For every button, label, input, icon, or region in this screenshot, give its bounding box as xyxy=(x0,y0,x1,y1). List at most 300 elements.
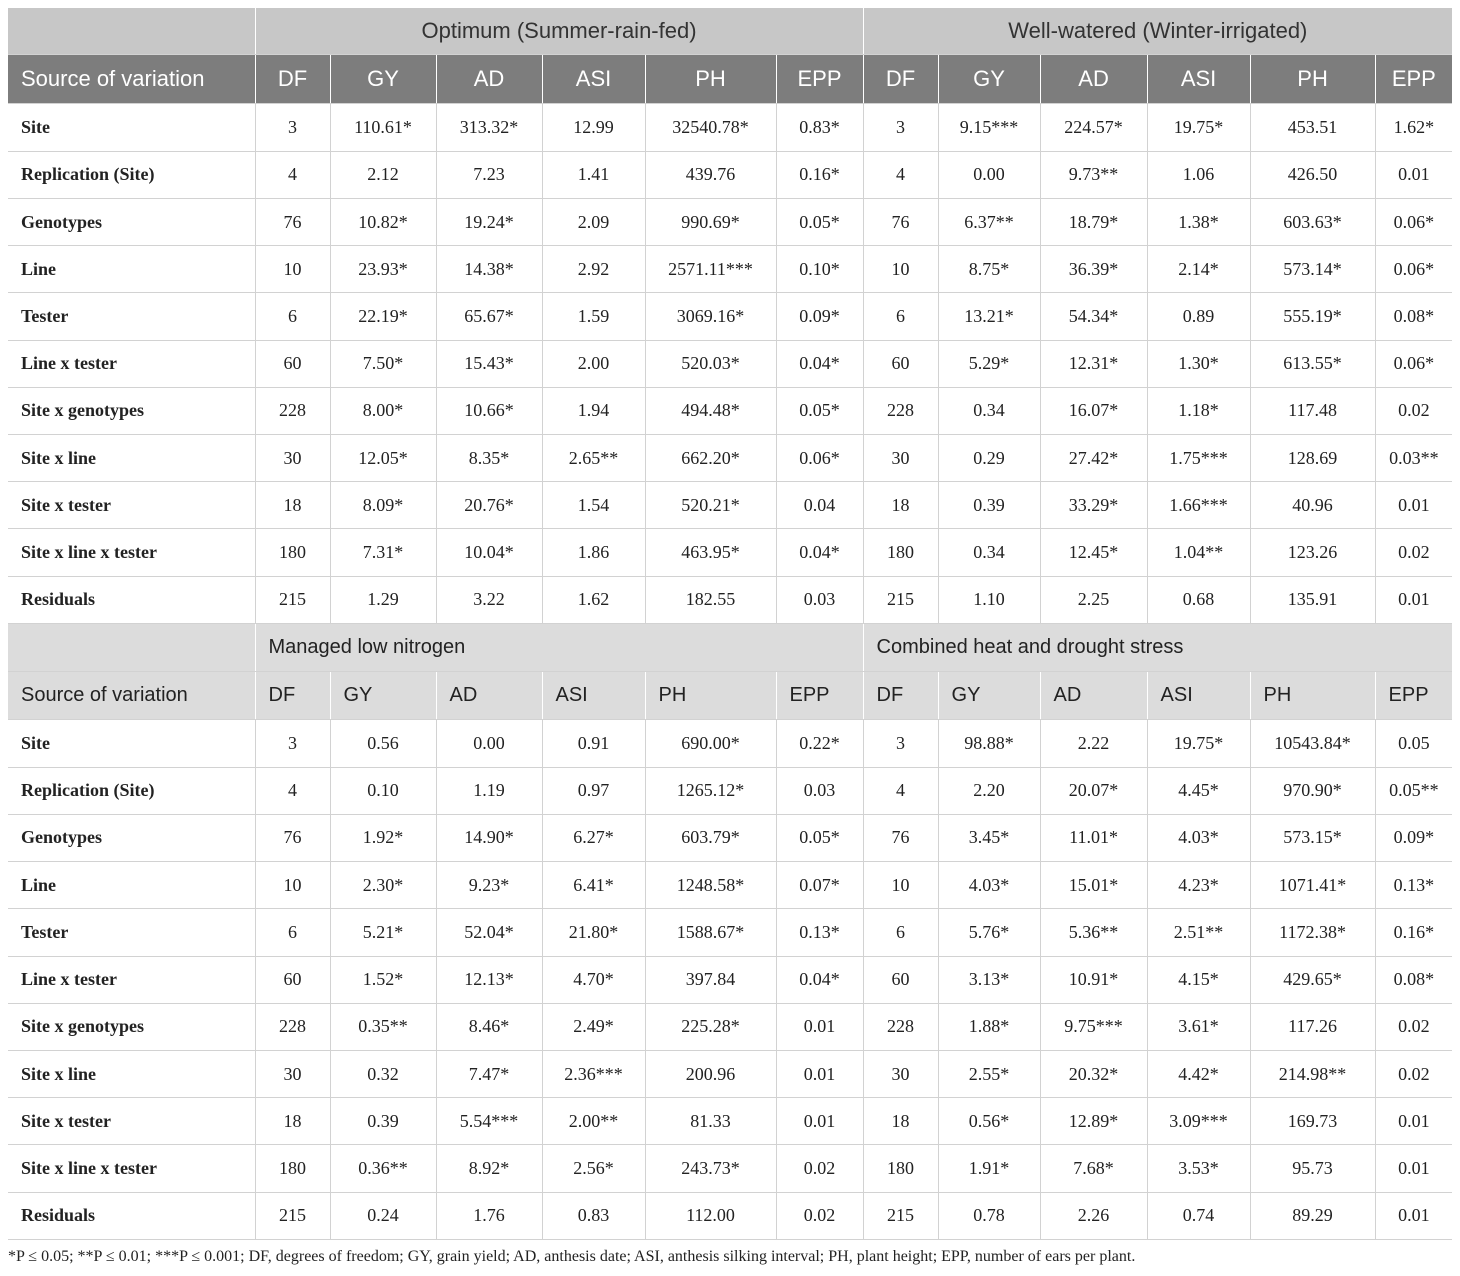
table-cell: 2.55* xyxy=(938,1050,1040,1097)
column-header: GY xyxy=(938,672,1040,720)
table-cell: 18 xyxy=(255,1098,330,1145)
table-cell: 10 xyxy=(863,862,938,909)
table-cell: 0.08* xyxy=(1375,956,1452,1003)
row-label: Site x genotypes xyxy=(8,387,255,434)
table-cell: 0.00 xyxy=(938,151,1040,198)
table-cell: 180 xyxy=(255,529,330,576)
column-header: GY xyxy=(938,55,1040,104)
table-row xyxy=(8,529,1452,576)
table-cell: 970.90* xyxy=(1250,767,1375,814)
table-cell: 4.03* xyxy=(938,862,1040,909)
table-cell: 1248.58* xyxy=(645,862,776,909)
column-header: AD xyxy=(1040,55,1147,104)
table-cell: 18 xyxy=(863,1098,938,1145)
column-header: Source of variation xyxy=(8,672,255,720)
table-cell: 19.75* xyxy=(1147,720,1250,767)
table-cell: 3 xyxy=(863,720,938,767)
table-cell: 0.74 xyxy=(1147,1192,1250,1239)
table-cell: 1.30* xyxy=(1147,340,1250,387)
table-cell: 3069.16* xyxy=(645,293,776,340)
table-cell: 0.89 xyxy=(1147,293,1250,340)
table-cell: 313.32* xyxy=(436,104,542,151)
table-cell: 0.91 xyxy=(542,720,645,767)
table-cell: 0.04* xyxy=(776,340,863,387)
table-cell: 573.15* xyxy=(1250,814,1375,861)
table-cell: 20.32* xyxy=(1040,1050,1147,1097)
column-header: AD xyxy=(1040,672,1147,720)
table-cell: 5.54*** xyxy=(436,1098,542,1145)
table-cell: 429.65* xyxy=(1250,956,1375,1003)
table-cell: 1.38* xyxy=(1147,198,1250,245)
table-cell: 0.02 xyxy=(776,1192,863,1239)
column-header: DF xyxy=(863,672,938,720)
row-label: Residuals xyxy=(8,576,255,623)
table-cell: 12.31* xyxy=(1040,340,1147,387)
table-cell: 1.94 xyxy=(542,387,645,434)
table-cell: 2.00 xyxy=(542,340,645,387)
column-header: EPP xyxy=(1375,55,1452,104)
column-header: ASI xyxy=(1147,55,1250,104)
table-cell: 215 xyxy=(255,1192,330,1239)
table-cell: 7.50* xyxy=(330,340,436,387)
table-row xyxy=(8,482,1452,529)
table-cell: 1.52* xyxy=(330,956,436,1003)
column-header: EPP xyxy=(776,55,863,104)
table-cell: 555.19* xyxy=(1250,293,1375,340)
table-cell: 520.03* xyxy=(645,340,776,387)
table-cell: 4 xyxy=(863,767,938,814)
table-cell: 30 xyxy=(255,1050,330,1097)
table-cell: 690.00* xyxy=(645,720,776,767)
table-cell: 0.78 xyxy=(938,1192,1040,1239)
column-header: DF xyxy=(255,672,330,720)
table-cell: 0.97 xyxy=(542,767,645,814)
column-header: PH xyxy=(1250,672,1375,720)
table-cell: 426.50 xyxy=(1250,151,1375,198)
table-cell: 1.62* xyxy=(1375,104,1452,151)
table-cell: 215 xyxy=(863,576,938,623)
table-cell: 10 xyxy=(863,246,938,293)
table-cell: 89.29 xyxy=(1250,1192,1375,1239)
row-label: Site x line xyxy=(8,1050,255,1097)
table-cell: 4.15* xyxy=(1147,956,1250,1003)
table-cell: 76 xyxy=(863,814,938,861)
table-cell: 16.07* xyxy=(1040,387,1147,434)
table-cell: 76 xyxy=(863,198,938,245)
table-cell: 4.70* xyxy=(542,956,645,1003)
table-row xyxy=(8,767,1452,814)
table-row xyxy=(8,720,1452,767)
table-row xyxy=(8,246,1452,293)
table-cell: 1.06 xyxy=(1147,151,1250,198)
table-cell: 397.84 xyxy=(645,956,776,1003)
anova-table xyxy=(8,8,1452,1240)
group-title: Combined heat and drought stress xyxy=(863,623,1452,671)
table-cell: 439.76 xyxy=(645,151,776,198)
group-header-row xyxy=(8,8,1452,55)
table-cell: 6.37** xyxy=(938,198,1040,245)
table-cell: 0.13* xyxy=(776,909,863,956)
table-cell: 3 xyxy=(863,104,938,151)
table-cell: 20.76* xyxy=(436,482,542,529)
table-cell: 1.62 xyxy=(542,576,645,623)
column-header: PH xyxy=(645,55,776,104)
table-cell: 5.76* xyxy=(938,909,1040,956)
table-cell: 1.59 xyxy=(542,293,645,340)
table-cell: 0.01 xyxy=(776,1050,863,1097)
table-cell: 20.07* xyxy=(1040,767,1147,814)
table-cell: 0.39 xyxy=(938,482,1040,529)
table-cell: 98.88* xyxy=(938,720,1040,767)
table-cell: 60 xyxy=(863,956,938,1003)
table-row xyxy=(8,956,1452,1003)
table-cell: 3.45* xyxy=(938,814,1040,861)
table-cell: 1.92* xyxy=(330,814,436,861)
table-cell: 228 xyxy=(863,387,938,434)
table-cell: 112.00 xyxy=(645,1192,776,1239)
table-cell: 0.02 xyxy=(1375,529,1452,576)
table-cell: 603.79* xyxy=(645,814,776,861)
table-cell: 30 xyxy=(863,434,938,481)
table-cell: 1.66*** xyxy=(1147,482,1250,529)
group-title: Managed low nitrogen xyxy=(255,623,863,671)
table-cell: 0.06* xyxy=(776,434,863,481)
table-cell: 5.29* xyxy=(938,340,1040,387)
column-header-row xyxy=(8,55,1452,104)
table-cell: 1.10 xyxy=(938,576,1040,623)
table-cell: 990.69* xyxy=(645,198,776,245)
column-header: DF xyxy=(863,55,938,104)
table-cell: 2.22 xyxy=(1040,720,1147,767)
table-cell: 8.00* xyxy=(330,387,436,434)
table-cell: 30 xyxy=(863,1050,938,1097)
table-cell: 215 xyxy=(863,1192,938,1239)
table-cell: 0.83 xyxy=(542,1192,645,1239)
table-cell: 2.25 xyxy=(1040,576,1147,623)
table-cell: 1.76 xyxy=(436,1192,542,1239)
table-cell: 520.21* xyxy=(645,482,776,529)
table-cell: 3 xyxy=(255,104,330,151)
table-cell: 2.30* xyxy=(330,862,436,909)
table-cell: 0.24 xyxy=(330,1192,436,1239)
table-cell: 12.13* xyxy=(436,956,542,1003)
row-label: Line xyxy=(8,862,255,909)
table-cell: 180 xyxy=(863,1145,938,1192)
row-label: Site x line x tester xyxy=(8,529,255,576)
table-cell: 21.80* xyxy=(542,909,645,956)
table-cell: 0.68 xyxy=(1147,576,1250,623)
table-cell: 76 xyxy=(255,198,330,245)
table-cell: 0.34 xyxy=(938,387,1040,434)
table-row xyxy=(8,862,1452,909)
table-cell: 0.01 xyxy=(776,1003,863,1050)
table-cell: 4.03* xyxy=(1147,814,1250,861)
table-cell: 243.73* xyxy=(645,1145,776,1192)
table-cell: 2.49* xyxy=(542,1003,645,1050)
table-cell: 1.88* xyxy=(938,1003,1040,1050)
table-cell: 662.20* xyxy=(645,434,776,481)
table-cell: 5.36** xyxy=(1040,909,1147,956)
table-cell: 9.15*** xyxy=(938,104,1040,151)
table-row xyxy=(8,104,1452,151)
table-cell: 6 xyxy=(255,909,330,956)
row-label: Site xyxy=(8,104,255,151)
row-label: Site x line xyxy=(8,434,255,481)
table-cell: 603.63* xyxy=(1250,198,1375,245)
table-row xyxy=(8,814,1452,861)
column-header: AD xyxy=(436,55,542,104)
table-cell: 10.82* xyxy=(330,198,436,245)
table-cell: 135.91 xyxy=(1250,576,1375,623)
table-cell: 8.35* xyxy=(436,434,542,481)
table-cell: 0.02 xyxy=(776,1145,863,1192)
table-cell: 0.16* xyxy=(776,151,863,198)
table-cell: 2.14* xyxy=(1147,246,1250,293)
group-header-row xyxy=(8,623,1452,671)
table-cell: 117.26 xyxy=(1250,1003,1375,1050)
table-cell: 12.45* xyxy=(1040,529,1147,576)
table-cell: 8.92* xyxy=(436,1145,542,1192)
row-label: Replication (Site) xyxy=(8,151,255,198)
table-cell: 0.01 xyxy=(1375,151,1452,198)
table-cell: 0.36** xyxy=(330,1145,436,1192)
table-cell: 22.19* xyxy=(330,293,436,340)
table-cell: 0.22* xyxy=(776,720,863,767)
table-cell: 52.04* xyxy=(436,909,542,956)
column-header: PH xyxy=(645,672,776,720)
table-cell: 7.31* xyxy=(330,529,436,576)
table-cell: 0.02 xyxy=(1375,1003,1452,1050)
table-cell: 8.75* xyxy=(938,246,1040,293)
table-cell: 0.05 xyxy=(1375,720,1452,767)
table-cell: 1.18* xyxy=(1147,387,1250,434)
table-cell: 36.39* xyxy=(1040,246,1147,293)
table-cell: 2.26 xyxy=(1040,1192,1147,1239)
column-header: ASI xyxy=(542,672,645,720)
group-title: Well-watered (Winter-irrigated) xyxy=(863,8,1452,55)
table-row xyxy=(8,340,1452,387)
table-cell: 1588.67* xyxy=(645,909,776,956)
column-header: ASI xyxy=(1147,672,1250,720)
table-cell: 5.21* xyxy=(330,909,436,956)
table-cell: 0.04* xyxy=(776,956,863,1003)
footnote: *P ≤ 0.05; **P ≤ 0.01; ***P ≤ 0.001; DF, degrees of freedom; GY, grain yield; AD, anthesis date; ASI, anthesis silking interval; PH, plant height; EPP, number of ears per plant. xyxy=(8,1248,1136,1265)
row-label: Line xyxy=(8,246,255,293)
table-cell: 0.04 xyxy=(776,482,863,529)
table-cell: 8.09* xyxy=(330,482,436,529)
table-cell: 117.48 xyxy=(1250,387,1375,434)
table-cell: 1.54 xyxy=(542,482,645,529)
table-cell: 0.01 xyxy=(776,1098,863,1145)
table-cell: 3.61* xyxy=(1147,1003,1250,1050)
table-cell: 128.69 xyxy=(1250,434,1375,481)
table-cell: 1.86 xyxy=(542,529,645,576)
table-cell: 10.91* xyxy=(1040,956,1147,1003)
table-cell: 0.39 xyxy=(330,1098,436,1145)
table-cell: 0.01 xyxy=(1375,576,1452,623)
table-cell: 76 xyxy=(255,814,330,861)
table-cell: 2.09 xyxy=(542,198,645,245)
table-cell: 19.75* xyxy=(1147,104,1250,151)
table-cell: 0.16* xyxy=(1375,909,1452,956)
table-cell: 6.41* xyxy=(542,862,645,909)
table-cell: 33.29* xyxy=(1040,482,1147,529)
table-cell: 65.67* xyxy=(436,293,542,340)
table-cell: 2.56* xyxy=(542,1145,645,1192)
table-cell: 3.09*** xyxy=(1147,1098,1250,1145)
table-cell: 0.05** xyxy=(1375,767,1452,814)
table-cell: 0.06* xyxy=(1375,246,1452,293)
row-label: Line x tester xyxy=(8,340,255,387)
table-cell: 200.96 xyxy=(645,1050,776,1097)
table-cell: 4 xyxy=(255,767,330,814)
table-cell: 1172.38* xyxy=(1250,909,1375,956)
table-row xyxy=(8,151,1452,198)
table-cell: 7.68* xyxy=(1040,1145,1147,1192)
table-cell: 1265.12* xyxy=(645,767,776,814)
table-cell: 8.46* xyxy=(436,1003,542,1050)
table-cell: 19.24* xyxy=(436,198,542,245)
table-cell: 1.75*** xyxy=(1147,434,1250,481)
table-cell: 573.14* xyxy=(1250,246,1375,293)
table-cell: 6.27* xyxy=(542,814,645,861)
row-label: Site x line x tester xyxy=(8,1145,255,1192)
table-row xyxy=(8,387,1452,434)
table-cell: 4.45* xyxy=(1147,767,1250,814)
table-cell: 0.03 xyxy=(776,576,863,623)
table-cell: 81.33 xyxy=(645,1098,776,1145)
table-cell: 110.61* xyxy=(330,104,436,151)
table-cell: 2571.11*** xyxy=(645,246,776,293)
table-cell: 463.95* xyxy=(645,529,776,576)
table-cell: 12.89* xyxy=(1040,1098,1147,1145)
table-cell: 453.51 xyxy=(1250,104,1375,151)
table-cell: 169.73 xyxy=(1250,1098,1375,1145)
group-header-blank xyxy=(8,8,255,55)
row-label: Residuals xyxy=(8,1192,255,1239)
table-cell: 1.04** xyxy=(1147,529,1250,576)
table-cell: 0.01 xyxy=(1375,1192,1452,1239)
table-cell: 0.56 xyxy=(330,720,436,767)
table-cell: 10 xyxy=(255,246,330,293)
table-cell: 214.98** xyxy=(1250,1050,1375,1097)
table-cell: 0.29 xyxy=(938,434,1040,481)
table-cell: 1.91* xyxy=(938,1145,1040,1192)
table-cell: 0.35** xyxy=(330,1003,436,1050)
group-header-blank xyxy=(8,623,255,671)
row-label: Site x genotypes xyxy=(8,1003,255,1050)
table-cell: 1.29 xyxy=(330,576,436,623)
table-cell: 2.65** xyxy=(542,434,645,481)
table-cell: 224.57* xyxy=(1040,104,1147,151)
row-label: Tester xyxy=(8,909,255,956)
table-cell: 0.06* xyxy=(1375,340,1452,387)
table-cell: 0.01 xyxy=(1375,1145,1452,1192)
table-row xyxy=(8,1145,1452,1192)
row-label: Replication (Site) xyxy=(8,767,255,814)
column-header: EPP xyxy=(776,672,863,720)
table-cell: 15.01* xyxy=(1040,862,1147,909)
table-cell: 40.96 xyxy=(1250,482,1375,529)
table-cell: 0.13* xyxy=(1375,862,1452,909)
row-label: Genotypes xyxy=(8,198,255,245)
table-cell: 0.01 xyxy=(1375,482,1452,529)
column-header: ASI xyxy=(542,55,645,104)
row-label: Tester xyxy=(8,293,255,340)
row-label: Site x tester xyxy=(8,482,255,529)
table-cell: 3.22 xyxy=(436,576,542,623)
table-cell: 0.34 xyxy=(938,529,1040,576)
table-cell: 0.83* xyxy=(776,104,863,151)
column-header: AD xyxy=(436,672,542,720)
table-cell: 6 xyxy=(863,293,938,340)
table-cell: 23.93* xyxy=(330,246,436,293)
table-cell: 0.02 xyxy=(1375,1050,1452,1097)
table-cell: 0.05* xyxy=(776,198,863,245)
table-cell: 10 xyxy=(255,862,330,909)
table-cell: 10.66* xyxy=(436,387,542,434)
table-cell: 225.28* xyxy=(645,1003,776,1050)
table-cell: 54.34* xyxy=(1040,293,1147,340)
column-header: DF xyxy=(255,55,330,104)
table-cell: 228 xyxy=(255,387,330,434)
table-cell: 2.00** xyxy=(542,1098,645,1145)
table-cell: 0.02 xyxy=(1375,387,1452,434)
column-header-row xyxy=(8,672,1452,720)
table-cell: 2.51** xyxy=(1147,909,1250,956)
table-cell: 12.99 xyxy=(542,104,645,151)
table-cell: 180 xyxy=(255,1145,330,1192)
table-cell: 4 xyxy=(863,151,938,198)
table-cell: 1.41 xyxy=(542,151,645,198)
row-label: Site xyxy=(8,720,255,767)
column-header: EPP xyxy=(1375,672,1452,720)
row-label: Site x tester xyxy=(8,1098,255,1145)
table-cell: 0.56* xyxy=(938,1098,1040,1145)
table-cell: 2.20 xyxy=(938,767,1040,814)
table-cell: 0.32 xyxy=(330,1050,436,1097)
table-cell: 0.08* xyxy=(1375,293,1452,340)
table-cell: 18 xyxy=(255,482,330,529)
table-cell: 0.03** xyxy=(1375,434,1452,481)
table-cell: 228 xyxy=(255,1003,330,1050)
table-cell: 0.10 xyxy=(330,767,436,814)
table-cell: 1.19 xyxy=(436,767,542,814)
table-cell: 0.05* xyxy=(776,814,863,861)
table-cell: 2.92 xyxy=(542,246,645,293)
table-cell: 182.55 xyxy=(645,576,776,623)
table-cell: 14.38* xyxy=(436,246,542,293)
table-cell: 2.36*** xyxy=(542,1050,645,1097)
table-cell: 9.73** xyxy=(1040,151,1147,198)
table-cell: 0.07* xyxy=(776,862,863,909)
table-cell: 494.48* xyxy=(645,387,776,434)
group-title: Optimum (Summer-rain-fed) xyxy=(255,8,863,55)
table-cell: 4 xyxy=(255,151,330,198)
table-row xyxy=(8,198,1452,245)
table-cell: 27.42* xyxy=(1040,434,1147,481)
table-cell: 60 xyxy=(863,340,938,387)
table-cell: 0.01 xyxy=(1375,1098,1452,1145)
table-row xyxy=(8,576,1452,623)
table-cell: 2.12 xyxy=(330,151,436,198)
table-row xyxy=(8,1003,1452,1050)
table-row xyxy=(8,293,1452,340)
column-header: PH xyxy=(1250,55,1375,104)
table-cell: 60 xyxy=(255,340,330,387)
table-row xyxy=(8,909,1452,956)
table-cell: 6 xyxy=(863,909,938,956)
